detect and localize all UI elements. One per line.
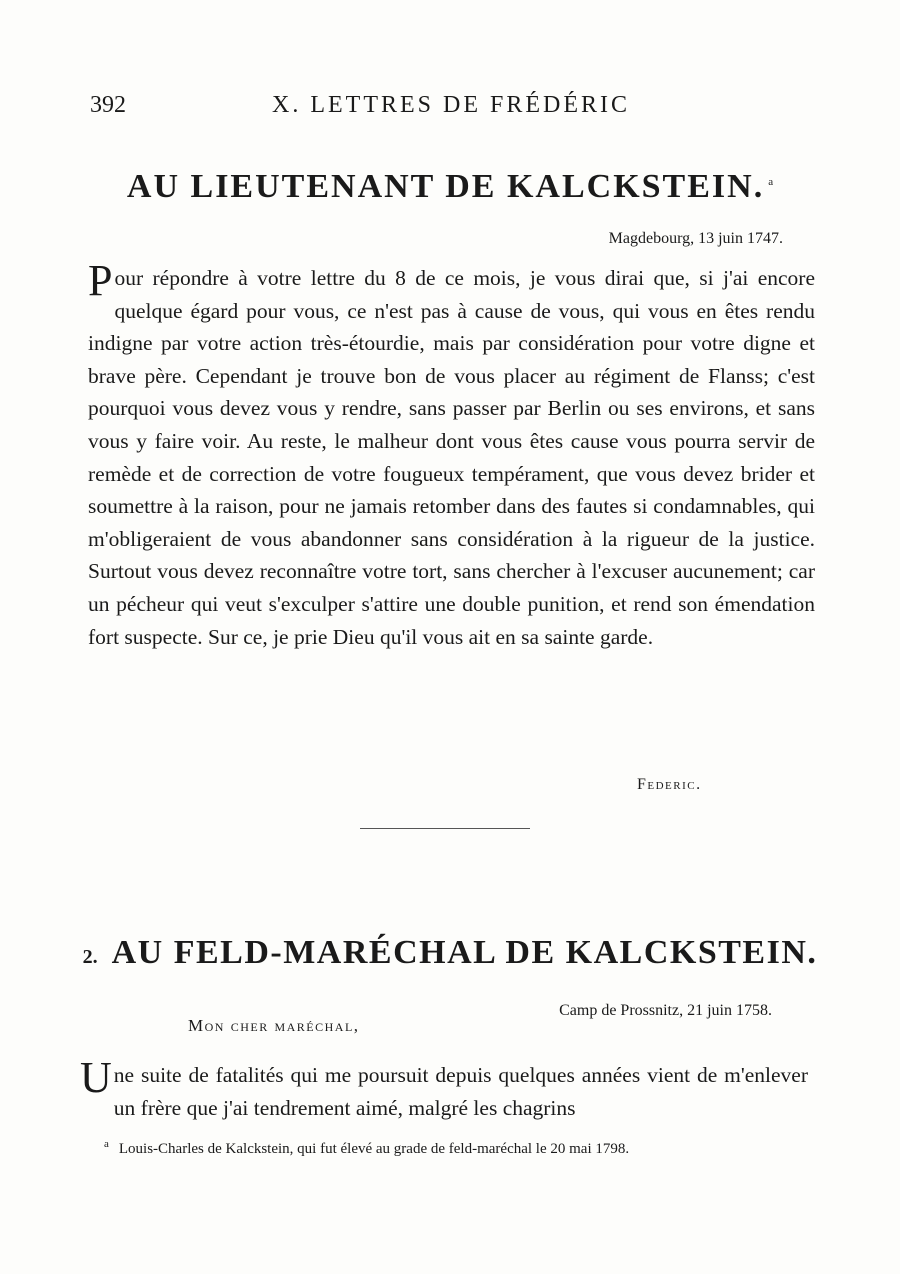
- letter-1-body: [88, 256, 815, 653]
- drop-cap: U: [80, 1053, 112, 1102]
- running-title: X. LETTRES DE FRÉDÉRIC: [272, 92, 630, 118]
- letter-1-signature: Federic.: [637, 776, 702, 793]
- letter-2-title: [0, 934, 900, 972]
- letter-2-number: 2.: [82, 946, 98, 968]
- footnote: [104, 1138, 784, 1158]
- letter-1-text: our répondre à votre lettre du 8 de ce mois, je vous dirai que, si j'ai encore quelque égard pour vous, ce n'est pas à cause de vous, qui vous en êtes rendu indigne par votre action très-étourdie, mais par considération pour votre digne et brave père. Cependant je trouve bon de vous placer au régiment de Flanss; c'est pourquoi vous devez vous y rendre, sans passer par Berlin ou ses environs, et sans vous y faire voir. Au reste, le malheur dont vous êtes cause vous pourra servir de remède et de correction de votre fougueux tempérament, que vous devez brider et soumettre à la raison, pour ne jamais retomber dans des fautes si condamnables, qui m'obligeraient de vous abandonner sans considération à la rigueur de la justice. Surtout vous devez reconnaître votre tort, sans chercher à l'excuser aucunement; car un pécheur qui veut s'exculper s'attire une double punition, et rend son émendation fort suspecte. Sur ce, je prie Dieu qu'il vous ait en sa sainte garde.: [88, 266, 815, 649]
- letter-1-title-text: AU LIEUTENANT DE KALCKSTEIN.: [126, 168, 765, 205]
- letter-2-title-text: AU FELD-MARÉCHAL DE KALCKSTEIN.: [111, 934, 818, 971]
- drop-cap: P: [88, 256, 113, 305]
- letter-2-text: ne suite de fatalités qui me poursuit depuis quelques années vient de m'enlever un frère que j'ai tendrement aimé, malgré les chagrins: [113, 1063, 808, 1120]
- footnote-marker: a: [768, 175, 774, 188]
- letter-1-title: [0, 168, 900, 206]
- page-number: 392: [90, 92, 126, 118]
- letter-2-body: [80, 1053, 808, 1125]
- section-divider: [360, 828, 530, 829]
- footnote-text: Louis-Charles de Kalckstein, qui fut élevé au grade de feld-maréchal le 20 mai 1798.: [118, 1141, 630, 1157]
- letter-2-dateline: Camp de Prossnitz, 21 juin 1758.: [559, 1002, 772, 1019]
- letter-2-salutation: Mon cher maréchal,: [188, 1016, 360, 1035]
- letter-1-dateline: Magdebourg, 13 juin 1747.: [608, 230, 783, 247]
- running-head: [0, 92, 900, 126]
- footnote-letter: a: [104, 1138, 109, 1150]
